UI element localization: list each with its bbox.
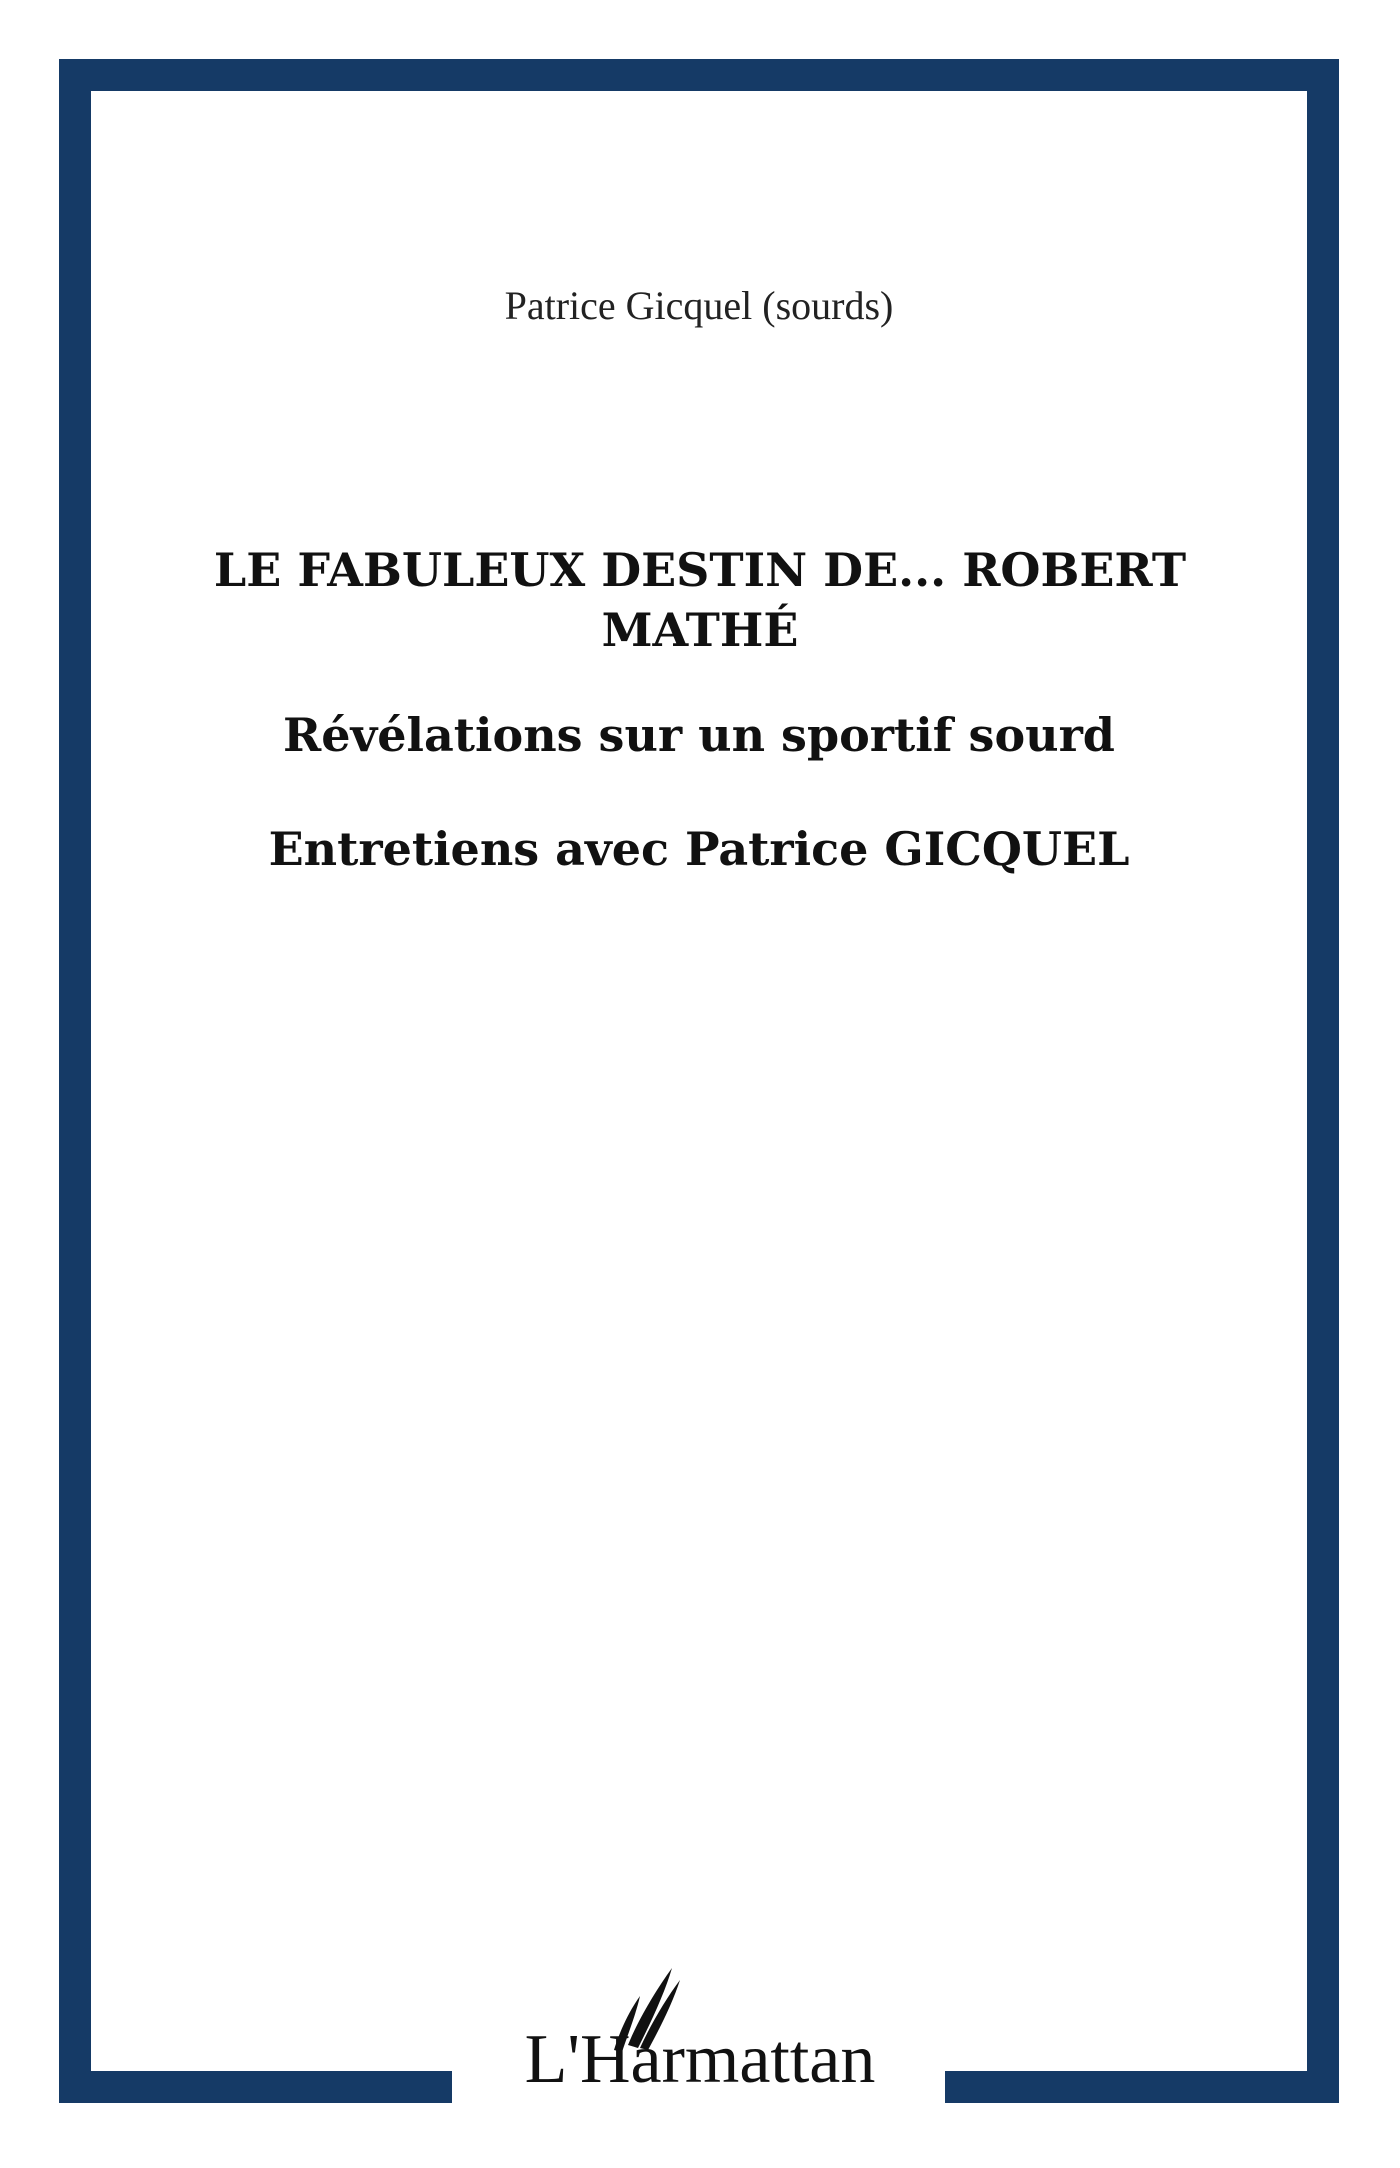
book-interviews-line: Entretiens avec Patrice GICQUEL bbox=[268, 822, 1130, 876]
cover-frame-bottom-right bbox=[945, 2071, 1339, 2103]
cover-frame-right bbox=[1307, 59, 1339, 2103]
book-title: LE FABULEUX DESTIN DE... ROBERT MATHÉ bbox=[213, 543, 1187, 657]
book-subtitle: Révélations sur un sportif sourd bbox=[283, 708, 1115, 762]
cover-frame-bottom-left bbox=[59, 2071, 452, 2103]
book-author: Patrice Gicquel (sourds) bbox=[504, 283, 894, 328]
publisher-logo bbox=[460, 1950, 940, 2100]
cover-frame-top bbox=[59, 59, 1339, 91]
publisher-logo-text: L'Harmattan bbox=[524, 2021, 876, 2098]
cover-frame-left bbox=[59, 59, 91, 2103]
